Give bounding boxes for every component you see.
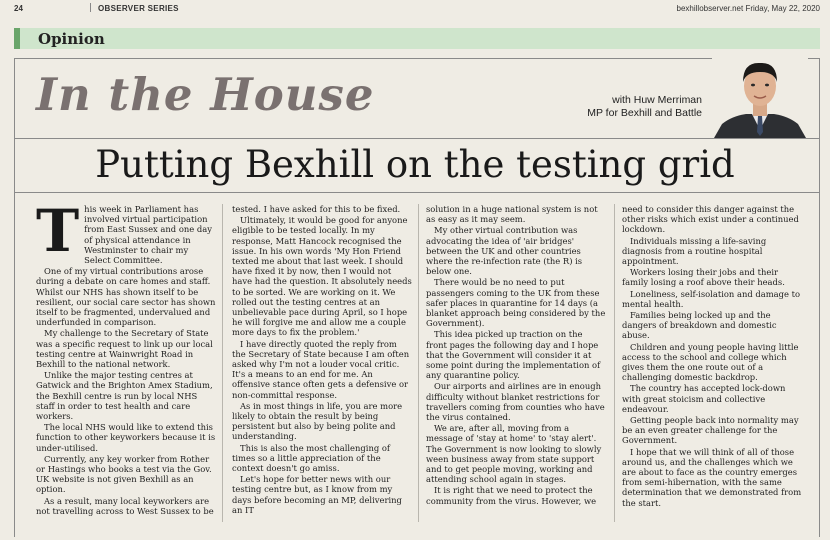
article-column-1 xyxy=(36,204,216,536)
paragraph: My other virtual contribution was advocating the idea of 'air bridges' between the UK and other countries where the re-infection rate (the R) is below one. xyxy=(426,225,583,277)
paragraph: It is right that we need to protect the community from the virus. However, we xyxy=(426,485,597,506)
section-label: Opinion xyxy=(38,30,105,48)
paragraph: Children and young people having little access to the school and college which gives them the one route out of a challenging domestic backdrop. xyxy=(622,341,799,383)
paragraph: I hope that we will think of all of those around us, and the challenges which we are about to face as the country emerges from semi-hibernation, with the same determination that we demonstrated from the start. xyxy=(622,446,802,508)
paragraph: Families being locked up and the dangers of breakdown and domestic abuse. xyxy=(622,310,777,341)
header-divider xyxy=(90,3,91,12)
article-column-3 xyxy=(426,204,606,536)
page-number: 24 xyxy=(14,4,23,13)
paragraph: Unlike the major testing centres at Gatwick and the Brighton Amex Stadium, the Bexhill centre is run by local NHS staff in order to test health and care workers. xyxy=(36,370,213,422)
column-masthead: In the House xyxy=(36,68,375,121)
paragraph: Getting people back into normality may be an even greater challenge for the Government. xyxy=(622,415,799,446)
paragraph: One of my virtual contributions arose during a debate on care homes and staff. Whilst our NHS has shown itself to be resilient, our social care sector has shown itself to be fragmented, undervalued and underfunded in comparison. xyxy=(36,266,216,328)
paragraph: We are, after all, moving from a message of 'stay at home' to 'stay alert'. The Government is now looking to slowly ween business away from state support and to get people moving, working and attending school again in stages. xyxy=(426,423,602,485)
article-headline: Putting Bexhill on the testing grid xyxy=(95,143,735,186)
article-column-2 xyxy=(232,204,412,536)
column-divider xyxy=(614,204,615,522)
byline-role: MP for Bexhill and Battle xyxy=(587,107,702,119)
paragraph: solution in a huge national system is not as easy as it may seem. xyxy=(426,204,598,225)
paragraph: As in most things in life, you are more likely to obtain the result by being persistent but also by being polite and understanding. xyxy=(232,400,403,442)
paragraph: I have directly quoted the reply from the Secretary of State because I am often asked why I'm not a louder vocal critic. It's a means to an end for me. An offensive stance often gets a defensive or non-committal response. xyxy=(232,338,410,400)
drop-cap: T xyxy=(36,204,80,265)
masthead-rule xyxy=(14,138,820,139)
paragraph: My challenge to the Secretary of State was a specific request to link up our local testing centre at Wainwright Road in Bexhill to the national network. xyxy=(36,328,213,370)
column-divider xyxy=(418,204,419,522)
paragraph: The local NHS would like to extend this function to other keyworkers because it is under-utilised. xyxy=(36,422,216,453)
article-column-4 xyxy=(622,204,802,536)
portrait-icon xyxy=(712,54,808,138)
paragraph: As a result, many local keyworkers are not travelling across to West Sussex to be xyxy=(36,495,214,516)
paragraph: Workers losing their jobs and their family losing a roof above their heads. xyxy=(622,267,785,288)
paragraph: Let's hope for better news with our testing centre but, as I know from my days before becoming an MP, delivering an IT xyxy=(232,474,402,515)
paragraph: This is also the most challenging of times so a little appreciation of the context doesn't go amiss. xyxy=(232,442,391,474)
paragraph: Currently, any key worker from Rother or Hastings who books a test via the Gov. UK website is not given Bexhill as an option. xyxy=(36,453,212,495)
author-portrait xyxy=(712,54,808,138)
section-bar xyxy=(14,28,820,49)
section-accent xyxy=(14,28,20,49)
byline xyxy=(587,94,702,120)
column-divider xyxy=(222,204,223,522)
paragraph: his week in Parliament has involved virtual participation from East Sussex and one day of physical attendance in Westminster to chair my Select Committee. xyxy=(84,204,212,266)
page-header xyxy=(0,0,830,16)
paragraph: There would be no need to put passengers coming to the UK from these safer places in quarantine for 14 days (a blanket approach being considered by the Government). xyxy=(426,277,606,329)
paragraph: Loneliness, self-isolation and damage to mental health. xyxy=(622,288,801,309)
paragraph: Individuals missing a life-saving diagnosis from a routine hospital appointment. xyxy=(622,235,767,267)
paragraph: This idea picked up traction on the front pages the following day and I hope that the Government will consider it at some point during the implementation of any quarantine policy. xyxy=(426,329,601,381)
paragraph: tested. I have asked for this to be fixed. xyxy=(232,204,401,214)
paragraph: Ultimately, it would be good for anyone eligible to be tested locally. In my response, Matt Hancock recognised the issue. In his own words 'My Hon Friend texted me about that last week. I should have fixed it by now, then I would not have had the question. It absolutely needs to be sorted. We are working on it. We rolled out the testing centres at an unbelievable pace during April, so I hope he will forgive me and allow me a couple more days to fix the problem.' xyxy=(232,215,412,338)
paragraph: The country has accepted lock-down with great stoicism and collective endeavour. xyxy=(622,383,786,414)
paragraph: Our airports and airlines are in enough difficulty without blanket restrictions for travellers coming from counties who have the virus contained. xyxy=(426,381,605,423)
series-name: OBSERVER SERIES xyxy=(98,4,179,13)
headline-rule xyxy=(14,192,820,193)
site-and-date: bexhillobserver.net Friday, May 22, 2020 xyxy=(676,4,820,13)
paragraph: need to consider this danger against the other risks which exist under a continued lockdown. xyxy=(622,204,799,235)
byline-author: with Huw Merriman xyxy=(612,94,702,106)
